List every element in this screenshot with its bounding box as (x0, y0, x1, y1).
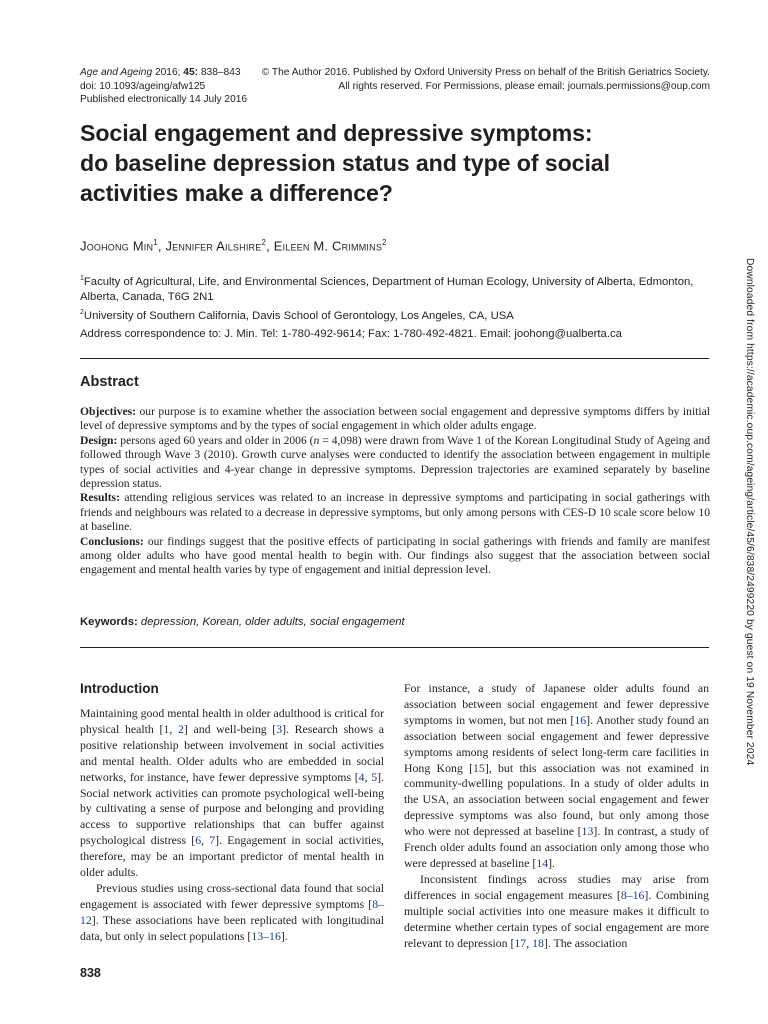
paragraph-text: ]. Research shows a positive relationship between involvement in social activities and mental health. Older adults who are embedded in social networks, for instance, have fewer depressive symptoms [ (80, 721, 384, 784)
citation-block (80, 66, 247, 107)
author-name: Jennifer Ailshire (165, 238, 262, 254)
paragraph-text: ]. (280, 928, 288, 943)
correspondence: Address correspondence to: J. Min. Tel: 1-780-492-9614; Fax: 1-780-492-4821. Email: joohong@ualberta.ca (80, 328, 622, 340)
copyright-line: © The Author 2016. Published by Oxford University Press on behalf of the British Geriatrics Society. (261, 67, 710, 78)
intro-paragraph-2 (80, 881, 384, 945)
affiliation-2 (80, 305, 710, 324)
paragraph-text: ]. In contrast, a study of French older adults found an association only among those who were depressed at baseline [ (404, 824, 709, 870)
keywords-label: Keywords: (80, 616, 138, 628)
affil-text: Alberta, Canada, T6G 2N1 (80, 290, 214, 303)
published-date: Published electronically 14 July 2016 (80, 94, 248, 105)
citation-year: 2016; (152, 67, 184, 78)
paragraph-text: ]. The association (543, 935, 628, 950)
abstract-label: Objectives: (80, 405, 137, 418)
abstract-conclusions (80, 535, 710, 578)
keywords (80, 616, 710, 628)
citation-volume: 45: (183, 67, 199, 78)
abstract-text: persons aged 60 years and older in 2006 ( (117, 433, 314, 447)
paragraph-text: ]. Social network activities can promote psychological well-being by cultivating a sense of purpose and belonging and providing access to supportive relationships that can buffer against psychological distress [ (80, 769, 384, 848)
section-heading: Introduction (80, 681, 159, 696)
article-title (80, 118, 720, 208)
journal-name: Age and Ageing (80, 67, 153, 78)
citation-link[interactable]: 5 (371, 769, 378, 784)
paragraph-text: ]. These associations have been replicated with longitudinal data, but only in select populations [ (80, 912, 384, 943)
abstract-text: n (313, 433, 320, 447)
citation-link[interactable]: 4 (358, 769, 365, 784)
title-line-2: do baseline depression status and type of social (80, 150, 610, 176)
abstract-heading: Abstract (80, 374, 139, 390)
citation-link[interactable]: 14 (536, 855, 549, 870)
paragraph-text: ]. (548, 855, 556, 870)
citation-link[interactable]: 2 (177, 721, 184, 736)
body-column-left (80, 681, 384, 945)
title-line-1: Social engagement and depressive symptoms: (80, 120, 593, 146)
keywords-text: depression, Korean, older adults, social engagement (137, 616, 405, 628)
abstract-text: our findings suggest that the positive effects of participating in social gatherings with friends and family are manifest among older adults who have good mental health to begin with. Our findings also suggest that the association between social engagement and mental health varies by type of engagement and initial depression level. (80, 534, 710, 577)
paragraph-text: ], but this association was not examined in community-dwelling populations. In a study of older adults in the USA, an association between social engagement and fewer depressive symptoms was also found, but only among those who were not depressed at baseline [ (404, 760, 710, 839)
abstract-body (80, 405, 710, 578)
paragraph-text: Inconsistent findings across studies may arise from differences in social engagement measures [ (404, 871, 709, 902)
divider (80, 358, 709, 359)
author-separator: , (157, 238, 166, 254)
author-affil-mark: 2 (261, 238, 267, 247)
paragraph-text: Maintaining good mental health in older adulthood is critical for physical health [ (80, 706, 384, 736)
citation-link[interactable]: 17 (514, 935, 527, 950)
body-column-right (404, 681, 709, 951)
citation-link[interactable]: 13 (581, 824, 594, 839)
citation-link[interactable]: 6 (195, 833, 202, 848)
affil-text: Faculty of Agricultural, Life, and Environmental Sciences, Department of Human Ecology, University of Alberta, Edmonton, (83, 275, 694, 288)
citation-link[interactable]: 3 (276, 721, 283, 736)
abstract-design (80, 434, 710, 492)
citation-pages: 838–843 (198, 67, 241, 78)
affil-text: University of Southern California, Davis School of Gerontology, Los Angeles, CA, USA (83, 309, 514, 322)
affiliation-1 (80, 271, 710, 305)
paragraph-text: , (169, 721, 178, 736)
citation-link[interactable]: 18 (532, 935, 544, 950)
paragraph-text: , (526, 935, 533, 950)
citation-link[interactable]: 13–16 (251, 928, 281, 943)
abstract-label: Design: (80, 433, 118, 447)
author-name: Eileen M. Crimmins (273, 238, 383, 254)
rights-line: All rights reserved. For Permissions, please email: journals.permissions@oup.com (338, 80, 710, 92)
intro-paragraph-3 (404, 681, 709, 872)
copyright-block (262, 66, 710, 93)
affiliations (80, 271, 710, 324)
paragraph-text: Previous studies using cross-sectional data found that social engagement is associated with fewer depressive symptoms [ (80, 880, 384, 911)
author-name: Joohong Min (80, 238, 154, 254)
paragraph-text: ]. Engagement in social activities, therefore, may be an important predictor of mental health in older adults. (80, 833, 384, 880)
citation-line (80, 66, 247, 80)
abstract-results (80, 491, 710, 534)
paragraph-text: ]. Another study found an association between social engagement and fewer depressive symptoms among residents of select long-term care facilities in Hong Kong [ (404, 712, 709, 775)
intro-paragraph-1 (80, 706, 384, 881)
page-number: 838 (80, 966, 101, 980)
citation-link[interactable]: 1 (163, 721, 170, 736)
author-affil-mark: 2 (382, 238, 387, 247)
doi[interactable]: doi: 10.1093/ageing/afw125 (80, 80, 206, 92)
citation-link[interactable]: 8–12 (80, 896, 384, 927)
affil-mark: 1 (80, 275, 84, 282)
abstract-text: = 4,098) were drawn from Wave 1 of the Korean Longitudinal Study of Ageing and followed through Wave 3 (2010). Growth curve analyses were conducted to identify the association between engagement in multiple types of social activities and 4-year change in depressive symptoms. Depression trajectories are examined separately by baseline depression status. (80, 433, 710, 491)
title-line-3: activities make a difference? (80, 180, 393, 206)
citation-link[interactable]: 16 (574, 712, 587, 727)
abstract-text: our purpose is to examine whether the association between social engagement and depressive symptoms differs by initial level of depressive symptoms and by the types of social engagement in which older adults engage. (80, 405, 710, 433)
citation-link[interactable]: 8–16 (620, 887, 645, 902)
affil-mark: 2 (80, 308, 84, 316)
intro-paragraph-4 (404, 872, 709, 952)
paragraph-text: , (201, 833, 210, 848)
paragraph-text: , (364, 769, 372, 784)
abstract-label: Results: (80, 491, 120, 505)
author-affil-mark: 1 (153, 238, 158, 247)
paragraph-text: ] and well-being [ (183, 721, 277, 736)
abstract-text: attending religious services was related to an increase in depressive symptoms and participating in social gatherings with friends and neighbours was related to a decrease in depressive symptoms, but only among persons with CES-D 10 scale score below 10 at baseline. (80, 491, 710, 534)
divider (80, 647, 709, 648)
citation-link[interactable]: 7 (209, 833, 216, 848)
abstract-label: Conclusions: (80, 534, 144, 548)
paragraph-text: For instance, a study of Japanese older adults found an association between social engagement and fewer depressive symptoms in women, but not men [ (404, 681, 709, 727)
paragraph-text: ]. Combining multiple social activities into one measure makes it difficult to determine whether certain types of social engagement are more relevant to depression [ (404, 887, 709, 950)
author-list (80, 238, 387, 253)
citation-link[interactable]: 15 (473, 760, 485, 775)
download-notice: Downloaded from https://academic.oup.com/ageing/article/45/6/838/2499220 by guest on 19 November 2024 (744, 258, 755, 766)
abstract-objectives (80, 405, 710, 434)
author-separator: , (266, 238, 274, 254)
